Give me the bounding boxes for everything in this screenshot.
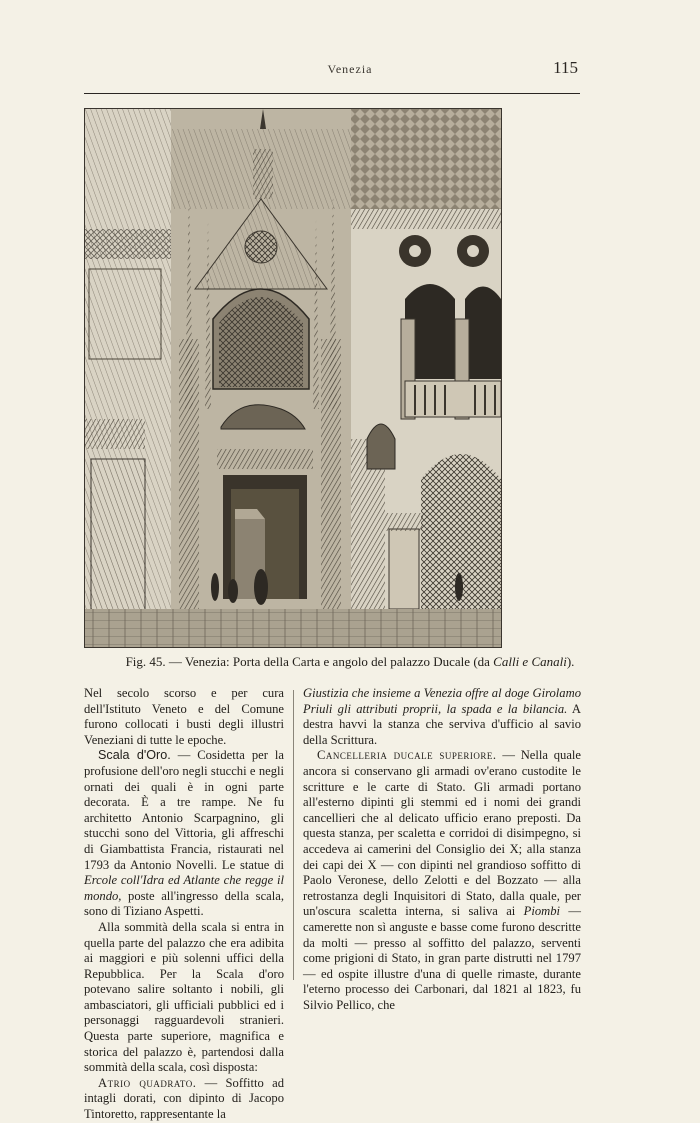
page-header: [0, 58, 700, 82]
column-divider: [293, 690, 294, 980]
section-heading: Scala d'Oro.: [98, 748, 171, 763]
paragraph-text: — Soffitto ad intagli dorati, con dipinto di Jacopo Tintoretto, rappresentante la: [84, 1075, 284, 1122]
paragraph-text: A destra havvi la stanza che serviva d'ufficio al savio della Scrittura.: [303, 701, 581, 747]
paragraph-italic: Piombi: [523, 904, 561, 919]
running-head: Venezia: [327, 62, 373, 76]
paragraph-text: — Cosidetta per la profusione dell'oro negli stucchi e negli ornati dei quali è in ogni parte decorata. È a tre rampe. Ne fu architetto Antonio Scarpagnino, gli stucchi sono del Vittoria, gli affreschi di Giambattista Francia, ristaurati nel 1793 da Antonio Novelli. Le statue di: [84, 748, 284, 872]
paragraph-italic: Ercole coll'Idra ed Atlante che regge il mondo,: [84, 873, 284, 903]
paragraph: Nel secolo scorso e per cura dell'Istituto Veneto e del Comune furono collocati i busti degli illustri Veneziani di tutte le epoche.: [84, 686, 284, 747]
paragraph-text: — camerette non sì anguste e basse come furono descritte da molti — presso al soffitto del palazzo, serventi come prigioni di Stato, in gran parte distrutti nel 1797 — ed ospite illustre d'una di quelle rimaste, durante l'eterno processo dei Carbonari, dal 1821 al 1823, fu Silvio Pellico, che: [303, 904, 582, 1012]
paragraph-text: — Nella quale ancora si conservano gli armadi ov'erano custodite le scritture e le carte di Stato. Gli armadi portano all'esterno dipinti gli stemmi ed i nomi dei grandi cancellieri che al delicato ufficio erano preposti. Da questa stanza, per scaletta e corridoi di disimpegno, si accedeva ai camerini del Consiglio dei X; alla stanza dei capi dei X — con dipinti nel grandioso soffitto di Paolo Veronese, dello Zelotti e del Bozzato — alla retrostanza degli Inquisitori di Stato, dalla quale, per un'oscura scaletta interna, si saliva ai: [303, 748, 581, 919]
section-heading: Cancelleria ducale superiore.: [317, 748, 497, 763]
section-heading: Atrio quadrato.: [98, 1075, 197, 1090]
paragraph-scala-doro: [84, 748, 284, 920]
paragraph-atrio: [84, 1076, 284, 1123]
engraving-illustration: [85, 109, 501, 647]
paragraph-italic: Giustizia che insieme a Venezia offre al doge Girolamo Priuli gli attributi proprii, la spada e la bilancia.: [303, 686, 581, 716]
paragraph: Alla sommità della scala si entra in quella parte del palazzo che era adibita ai maggiori e più solenni uffici della Repubblica. Per la Scala d'oro potevano salire soltanto i nobili, gli ambasciatori, gli ufficiali pubblici ed i personaggi ragguardevoli stranieri. Questa parte superiore, magnifica e storica del palazzo è, partendosi dalla sommità della scala, così disposta:: [84, 919, 284, 1075]
right-column: [303, 686, 581, 1013]
header-rule: [84, 93, 580, 94]
paragraph: [303, 686, 581, 748]
left-column: [84, 686, 284, 1123]
caption-prefix: Fig. 45. — Venezia: Porta della Carta e angolo del palazzo Ducale (da: [125, 654, 494, 669]
caption-suffix: ).: [566, 654, 575, 669]
paragraph-text: poste all'ingresso della scala, sono di Tiziano Aspetti.: [84, 888, 284, 919]
figure-caption: [0, 654, 700, 670]
page-number: 115: [553, 58, 578, 77]
caption-source: Calli e Canali: [493, 654, 567, 669]
paragraph-cancelleria: [303, 748, 581, 1013]
figure-engraving: [84, 108, 502, 648]
